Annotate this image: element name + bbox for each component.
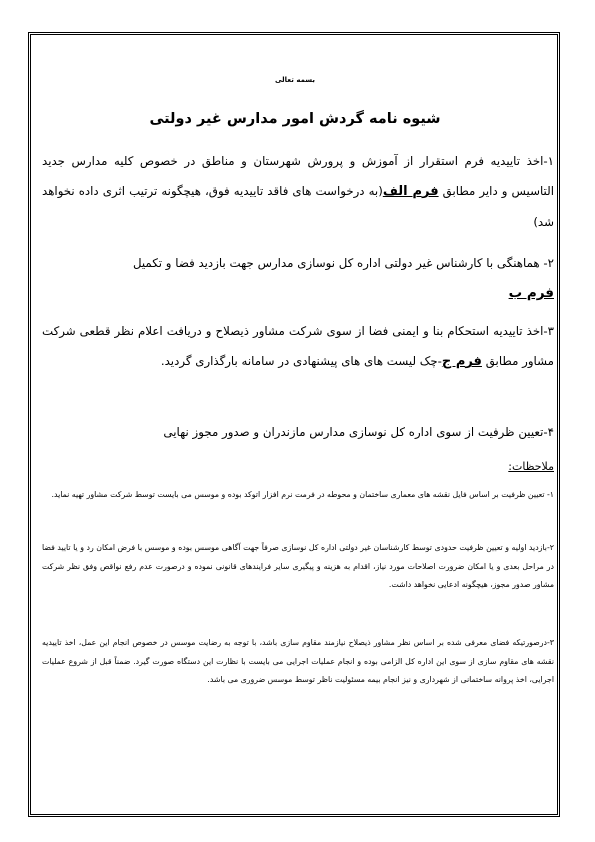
note-2 [42,539,554,595]
form-alef-label: فرم الف [382,184,439,199]
item-3-text-after: -چک لیست های های پیشنهادی در سامانه بارگذاری گردید. [160,354,442,368]
form-be-label: فرم ب [508,285,554,301]
item-1-text-after: (به درخواست های فاقد تاییدیه فوق، هیچگونه ترتیب اثری داده نخواهد شد) [42,184,554,229]
document-body [36,36,554,811]
item-4-text: ۴-تعیین ظرفیت از سوی اداره کل نوسازی مدارس مازندران و صدور مجوز نهایی [163,425,554,439]
note-2-text: ۲-بازدید اولیه و تعیین ظرفیت حدودی توسط کارشناسان غیر دولتی اداره کل نوسازی صرفاً جهت آگاهی موسس بوده و موسس با فرض امکان رد و یا تایید فضا در مراحل بعدی و یا امکان ضرورت اصلاحات مورد نیاز، اقدام به هزینه و پیگیری سایر فرایندهای قانونی نموده و درصورت عدم رفع نواقص وفق نظر شرکت مشاور صدور مجوز، هیچگونه ادعایی نخواهد داشت. [42,543,554,589]
item-2 [42,248,554,308]
document-title: شیوه نامه گردش امور مدارس غیر دولتی [149,111,441,127]
item-2-text: ۲- هماهنگی با کارشناس غیر دولتی اداره کل نوسازی مدارس جهت بازدید فضا و تکمیل [132,256,554,270]
form-jim-label: فرم ج [441,354,482,369]
bismillah-header: بسمه تعالی [274,76,316,84]
item-4 [42,417,554,447]
note-1-text: ۱- تعیین ظرفیت بر اساس فایل نقشه های معماری ساختمان و محوطه در فرمت نرم افزار اتوکد بوده و موسس می بایست توسط شرکت مشاور تهیه نماید. [51,490,554,499]
note-3 [42,634,554,690]
note-3-text: ۳-درصورتیکه فضای معرفی شده بر اساس نظر مشاور ذیصلاح نیازمند مقاوم سازی باشد، با توجه به رضایت موسس در خصوص انجام این عمل، اخذ تاییدیه نقشه های مقاوم سازی از سوی این اداره کل الزامی بوده و انجام عملیات اجرایی می بایست با نظارت این دستگاه صورت گیرد. ضمناً قبل از شروع عملیات اجرایی، اخذ پروانه ساختمانی از شهرداری و نیز انجام بیمه مسئولیت ناظر توسط موسس ضروری می باشد. [42,638,554,684]
notes-heading: ملاحظات: [508,460,554,473]
item-3 [42,316,554,377]
note-1 [42,486,554,505]
item-1-text-before: ۱-اخذ تاییدیه فرم استقرار از آموزش و پرورش شهرستان و مناطق در خصوص کلیه مدارس جدید التاسیس و دایر مطابق [42,154,554,198]
item-3-text-before: ۳-اخذ تاییدیه استحکام بنا و ایمنی فضا از سوی شرکت مشاور ذیصلاح و دریافت اعلام نظر قطعی شرکت مشاور مطابق [42,324,554,368]
item-1 [42,146,554,237]
